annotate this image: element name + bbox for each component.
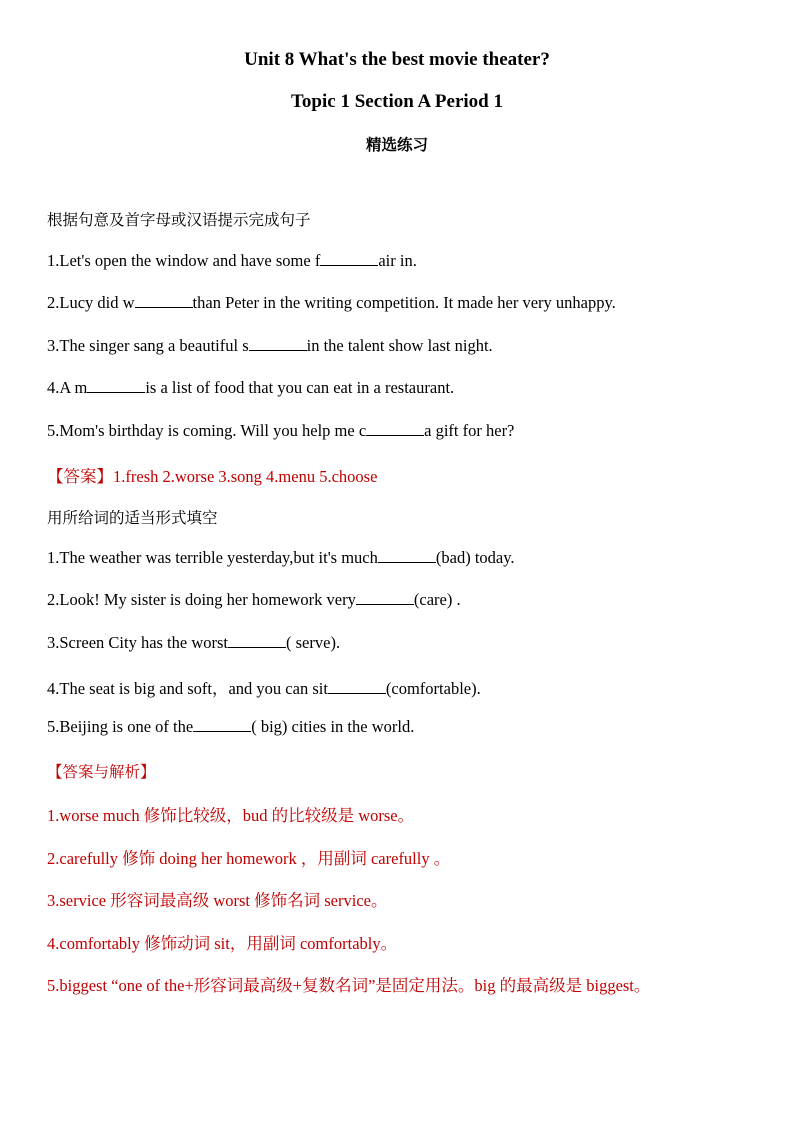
part1-question-2: 2.Lucy did w than Peter in the writing competition. It made her very unhappy. [47,293,616,312]
part1-question-3: 3.The singer sang a beautiful s in the talent show last night. [47,336,493,355]
explanation-2: 2.carefully 修饰 doing her homework ，用副词 carefully 。 [47,849,451,868]
page-subtitle: Topic 1 Section A Period 1 [290,91,503,112]
part1-heading: 根据句意及首字母或汉语提示完成句子 [47,211,311,229]
part2-question-5: 5.Beijing is one of the ( big) cities in the world. [47,717,415,736]
section-label: 精选练习 [365,136,428,154]
part1-question-4: 4.A m is a list of food that you can eat in a restaurant. [47,378,455,397]
explanation-4: 4.comfortably 修饰动词 sit，用副词 comfortably。 [47,934,398,953]
answer-blank[interactable] [320,251,378,266]
part2-question-2: 2.Look! My sister is doing her homework very (care) . [47,590,461,609]
part2-question-4: 4.The seat is big and soft，and you can sit (comfortable). [47,679,481,698]
explanation-3: 3.service 形容词最高级 worst 修饰名词 service。 [47,891,388,910]
part2-question-1: 1.The weather was terrible yesterday,but it's much (bad) today. [47,548,515,567]
answer-blank[interactable] [193,717,251,732]
part1-answer-key: 【答案】1.fresh 2.worse 3.song 4.menu 5.choose [47,467,378,486]
answer-blank[interactable] [135,293,193,308]
part1-question-5: 5.Mom's birthday is coming. Will you help me c a gift for her? [47,421,515,440]
answer-blank[interactable] [228,633,286,648]
part2-heading: 用所给词的适当形式填空 [47,509,218,527]
answer-blank[interactable] [87,378,145,393]
answer-blank[interactable] [356,590,414,605]
answer-analysis-heading: 【答案与解析】 [47,763,156,781]
explanation-5: 5.biggest “one of the+形容词最高级+复数名词”是固定用法。big 的最高级是 biggest。 [47,976,651,995]
answer-blank[interactable] [249,336,307,351]
page-title: Unit 8 What's the best movie theater? [244,49,550,70]
answer-blank[interactable] [378,548,436,563]
part1-question-1: 1.Let's open the window and have some f air in. [47,251,417,270]
explanation-1: 1.worse much 修饰比较级，bud 的比较级是 worse。 [47,806,415,825]
answer-blank[interactable] [328,679,386,694]
answer-blank[interactable] [366,421,424,436]
part2-question-3: 3.Screen City has the worst ( serve). [47,633,341,652]
